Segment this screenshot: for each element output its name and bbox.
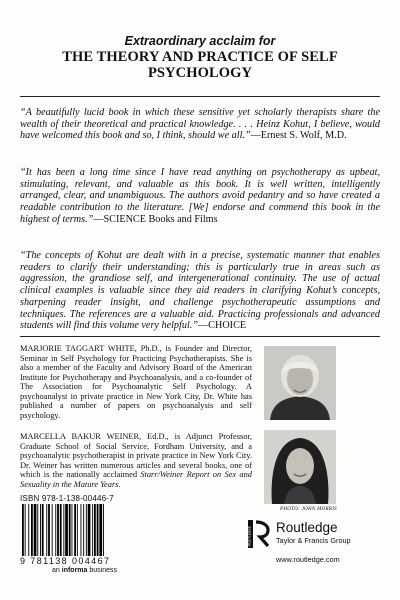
review-quote-2 <box>20 167 380 226</box>
quote-text: “The concepts of Kohut are dealt with in a precise, systematic manner that enables readers to clarify their understanding; this is particularly true in areas such as aggression, the grandiose self, and intergenerational continuity. The use of actual clinical examples is valuable since they aid readers in clarifying Kohut’s concepts, sharpening reader insight, and challenge psychotherapeutic assumptions and techniques. The references are a valuable aid. Practicing professionals and advanced students will find this volume very helpful.” <box>20 250 380 332</box>
author-photo-white <box>264 346 336 420</box>
quote-attribution: —SCIENCE Books and Films <box>93 213 218 225</box>
barcode-bar <box>52 504 53 556</box>
barcode-bar <box>88 504 91 556</box>
barcode-bar <box>92 504 93 556</box>
publisher-group: Taylor & Francis Group <box>276 536 351 545</box>
barcode-bar <box>57 504 59 556</box>
quote-attribution: —Ernest S. Wolf, M.D. <box>250 130 347 142</box>
header <box>20 34 380 81</box>
barcode-bar <box>77 504 78 556</box>
routledge-logo-icon <box>248 520 270 548</box>
barcode-bar <box>42 504 44 556</box>
logo-mark-text: ROUTLEDGE <box>247 526 252 546</box>
review-quote-3 <box>20 250 380 332</box>
quote-text: “It has been a long time since I have read anything on psychotherapy as upbeat, stimulating, relevant, and valuable as this book. It is well written, intelligently arranged, clear, and unambiguous. The authors avoid pedantry and so have created a readable contribution to the literature. [We] endorse and commend this book in the highest of terms.” <box>20 167 380 225</box>
portrait-weiner-image <box>264 430 336 504</box>
barcode-bar <box>69 504 71 556</box>
barcode-bar <box>22 504 24 556</box>
barcode-bar <box>34 504 37 556</box>
barcode-bar <box>60 504 62 556</box>
barcode-bar <box>81 504 82 556</box>
author-bio-white: MARJORIE TAGGART WHITE, Ph.D., is Founder and Director, Seminar in Self Psychology for Practicing Psychotherapists. She is also a member of the Faculty and Advisory Board of the American Institute for Psychotherapy and Psychoanalysis, and a co-founder of The Association for Psychoanalytic Self Psychology. A psychoanalyst in private practice in New York City, Dr. White has published a number of papers on psychoanalysis and self psychology. <box>20 344 252 420</box>
barcode-bar <box>55 504 56 556</box>
barcode-bar <box>86 504 87 556</box>
publisher-name: Routledge <box>276 520 338 535</box>
barcode-bar <box>103 504 104 556</box>
barcode-bar <box>40 504 41 556</box>
book-reference: Starr/Weiner Report on Sex and Sexuality in the Mature Years. <box>20 470 252 489</box>
author-bio-weiner <box>20 432 252 489</box>
photo-credit: PHOTO: JOHN MORRIS <box>280 507 337 512</box>
barcode-digits: 9 781138 004467 <box>20 556 111 566</box>
barcode-image <box>20 504 138 556</box>
author-photo-weiner <box>264 430 336 504</box>
barcode-bar <box>83 504 84 556</box>
barcode-bar <box>74 504 76 556</box>
quote-text: “A beautifully lucid book in which these sensitive yet scholarly therapists share the wealth of their theoretical and practical knowledge. . . . Heinz Kohut, I believe, would have welcomed this book and so, I think, should we all.” <box>20 107 380 142</box>
bio-text: MARCELLA BAKUR WEINER, Ed.D., is Adjunct Professor, Graduate School of Social Service, Fordham University, and a psychoanalytic psychotherapist in private practice in New York City. Dr. Weiner has written numerous articles and several books, one of which is the nationally acclaimed <box>20 432 252 479</box>
publisher-url: www.routledge.com <box>276 555 340 564</box>
barcode-bar <box>63 504 64 556</box>
barcode-bar <box>48 504 50 556</box>
barcode-bar <box>97 504 99 556</box>
barcode-bar <box>25 504 26 556</box>
barcode-bar <box>46 504 47 556</box>
informa-tagline: an informa business <box>52 567 118 574</box>
portrait-white-image <box>264 346 336 420</box>
quote-attribution: —CHOICE <box>197 320 247 332</box>
barcode-bar <box>28 504 29 556</box>
middle-divider <box>20 336 380 337</box>
isbn: ISBN 978-1-138-00446-7 <box>20 494 114 503</box>
barcode-bar <box>37 504 38 556</box>
barcode-bar <box>99 504 102 556</box>
review-quote-1 <box>20 107 380 142</box>
barcode-bar <box>31 504 33 556</box>
book-title: THE THEORY AND PRACTICE OF SELF PSYCHOLOGY <box>62 49 338 81</box>
informa-brand: informa <box>61 567 88 574</box>
barcode-bar <box>72 504 73 556</box>
barcode-bar <box>94 504 96 556</box>
barcode-bar <box>65 504 68 556</box>
top-divider <box>20 96 380 97</box>
acclaim-line: Extraordinary acclaim for <box>124 34 276 48</box>
